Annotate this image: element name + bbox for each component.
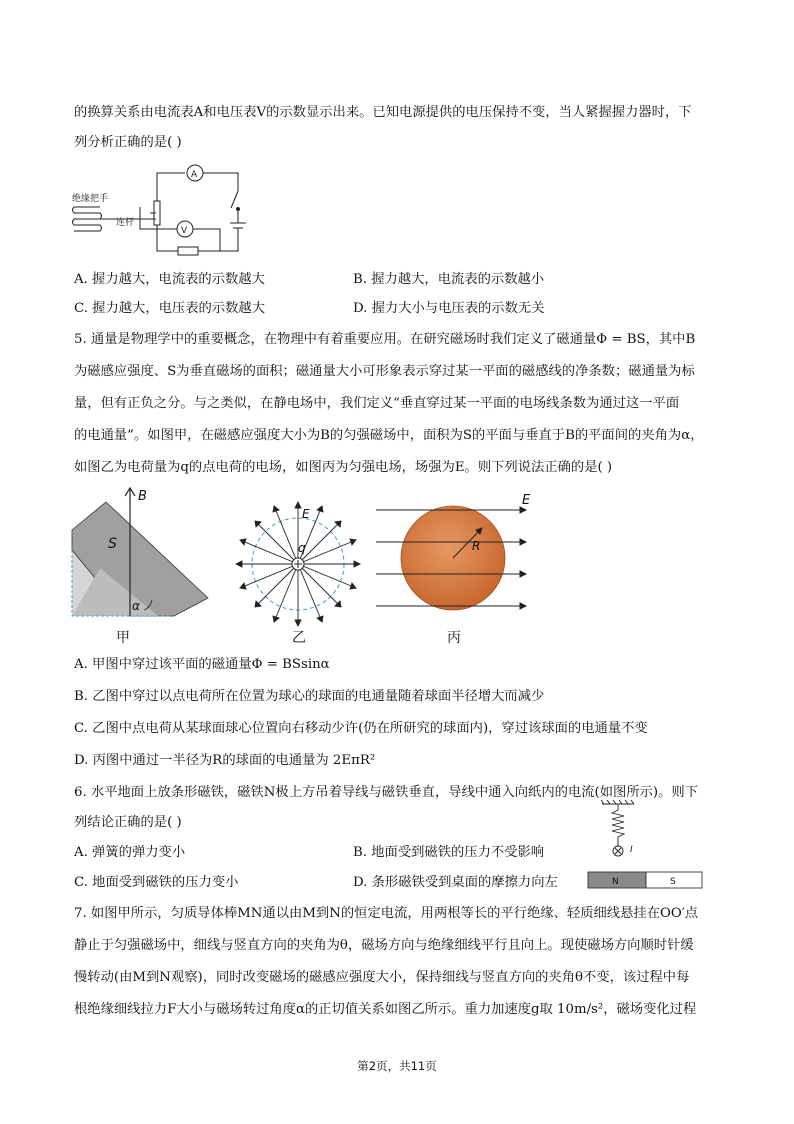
q5-option-c[interactable]: C. 乙图中点电荷从某球面球心位置向右移动少许(仍在所研究的球面内)，穿过该球面的电通量不变 xyxy=(74,721,648,736)
q4-text-line-2: 列分析正确的是( ) xyxy=(74,135,182,150)
q6-option-c[interactable]: C. 地面受到磁铁的压力变小 xyxy=(74,875,239,890)
q6-current-I-label: I xyxy=(630,845,633,855)
q5-text-line-3: 量，但有正负之分。与之类似，在静电场中，我们定义“垂直穿过某一平面的电场线条数为通过这一平面 xyxy=(74,396,680,411)
q6-option-b[interactable]: B. 地面受到磁铁的压力不受影响 xyxy=(353,845,545,860)
q5-text-line-5: 如图乙为电荷量为q的点电荷的电场，如图丙为匀强电场，场强为E。则下列说法正确的是( ) xyxy=(74,460,613,475)
q5-jia-caption: 甲 xyxy=(116,630,130,646)
q6-magnet-S-label: S xyxy=(670,877,676,887)
q4-ammeter-label: A xyxy=(191,170,198,180)
q5-text-line-1: 5. 通量是物理学中的重要概念，在物理中有着重要应用。在研究磁场时我们定义了磁通量Φ = BS，其中B xyxy=(74,332,696,347)
page-footer: 第2页，共11页 xyxy=(357,1059,437,1073)
q5-bing-R-label: R xyxy=(472,539,481,553)
q7-text-line-3: 慢转动(由M到N观察)，同时改变磁场的磁感应强度大小，保持细线与竖直方向的夹角θ不变，该过程中每 xyxy=(74,970,690,985)
q5-bing-caption: 丙 xyxy=(447,630,461,646)
q6-option-a[interactable]: A. 弹簧的弹力变小 xyxy=(74,845,186,860)
q5-yi-q-label: q xyxy=(298,541,306,555)
q5-figure-bing xyxy=(376,494,536,614)
q5-jia-B-label: B xyxy=(138,489,147,504)
q4-text-line-1: 的换算关系由电流表A和电压表V的示数显示出来。已知电源提供的电压保持不变，当人紧握握力器时，下 xyxy=(74,105,692,120)
q4-option-a[interactable]: A. 握力越大，电流表的示数越大 xyxy=(74,272,265,287)
q7-text-line-1: 7. 如图甲所示，匀质导体棒MN通以由M到N的恒定电流，用两根等长的平行绝缘、轻质细线悬挂在OO′点 xyxy=(74,906,699,921)
q5-text-line-2: 为磁感应强度、S为垂直磁场的面积；磁通量大小可形象表示穿过某一平面的磁感线的净条数；磁通量为标 xyxy=(74,364,695,379)
q5-yi-caption: 乙 xyxy=(292,630,306,646)
q4-handle-label: 绝缘把手 xyxy=(72,194,109,204)
q5-option-d[interactable]: D. 丙图中通过一半径为R的球面的电通量为 2EπR² xyxy=(74,753,376,768)
q5-jia-S-label: S xyxy=(108,536,117,552)
q5-option-b[interactable]: B. 乙图中穿过以点电荷所在位置为球心的球面的电通量随着球面半径增大而减少 xyxy=(74,689,545,704)
q4-option-c[interactable]: C. 握力越大，电压表的示数越大 xyxy=(74,301,266,316)
q5-jia-alpha-label: α xyxy=(132,599,140,613)
q7-text-line-2: 静止于匀强磁场中，细线与竖直方向的夹角为θ，磁场方向与绝缘细线平行且向上。现使磁场方向顺时针缓 xyxy=(74,938,694,953)
q5-bing-E-label: E xyxy=(522,493,531,508)
q4-circuit-figure xyxy=(70,165,250,255)
q7-text-line-4: 根绝缘细线拉力F大小与磁场转过角度α的正切值关系如图乙所示。重力加速度g取 10m/s²，磁场变化过程 xyxy=(74,1002,697,1017)
q6-magnet-N-label: N xyxy=(612,877,619,887)
q5-figure-yi xyxy=(234,500,364,630)
q5-figure-jia xyxy=(70,488,210,628)
q4-rod-label: 连杆 xyxy=(116,218,135,228)
q6-text-line-2: 列结论正确的是( ) xyxy=(74,815,182,830)
q5-yi-E-label: E xyxy=(302,507,310,521)
q5-option-a[interactable]: A. 甲图中穿过该平面的磁通量Φ = BSsinα xyxy=(74,657,330,672)
q6-option-d[interactable]: D. 条形磁铁受到桌面的摩擦力向左 xyxy=(353,875,558,890)
q4-option-b[interactable]: B. 握力越大，电流表的示数越小 xyxy=(353,272,545,287)
q4-voltmeter-label: V xyxy=(181,226,188,236)
q6-text-line-1: 6. 水平地面上放条形磁铁，磁铁N极上方吊着导线与磁铁垂直，导线中通入向纸内的电流(如图所示)。则下 xyxy=(74,785,698,800)
q6-magnet-figure xyxy=(588,800,708,890)
q4-option-d[interactable]: D. 握力大小与电压表的示数无关 xyxy=(353,301,545,316)
q5-text-line-4: 的电通量”。如图甲，在磁感应强度大小为B的匀强磁场中，面积为S的平面与垂直于B的平面间的夹角为α， xyxy=(74,428,704,443)
